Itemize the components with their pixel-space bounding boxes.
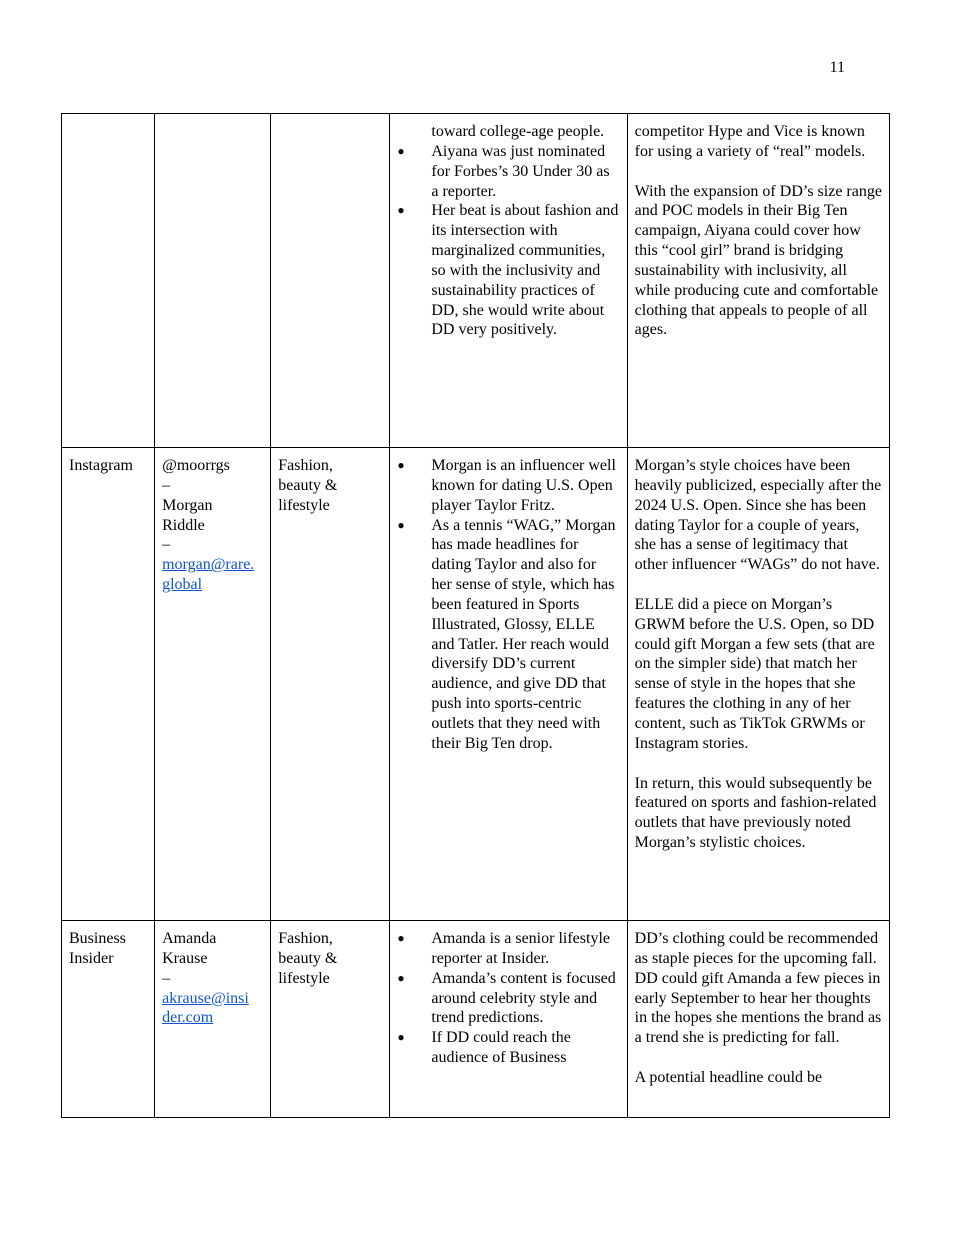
outlet-cell xyxy=(62,114,155,448)
page-number: 11 xyxy=(829,59,845,76)
list-item: ● Amanda’s content is focused around celebrity style and trend predictions. xyxy=(397,969,616,1027)
contact-name: Morgan xyxy=(162,496,213,514)
beat-text: lifestyle xyxy=(278,496,330,514)
rationale-list xyxy=(397,929,619,1068)
bullet-icon: ● xyxy=(397,970,405,985)
list-item: toward college-age people. xyxy=(431,123,605,140)
contact-separator: – xyxy=(162,969,171,987)
list-item: ● Her beat is about fashion and its intersection with marginalized communities, so with the inclusivity and sustainability practices of DD, she would write about DD very positively. xyxy=(397,202,619,339)
list-item: ● If DD could reach the audience of Business xyxy=(397,1029,571,1067)
rationale-list xyxy=(397,456,619,754)
list-item: ● Aiyana was just nominated for Forbes’s 30 Under 30 as a reporter. xyxy=(397,142,610,200)
pitch-paragraph: A potential headline could be xyxy=(634,1068,823,1086)
contact-email-link[interactable]: der.com xyxy=(162,1009,214,1027)
beat-text: beauty & xyxy=(278,949,338,967)
contact-email-link[interactable]: global xyxy=(162,576,203,594)
rationale-cell xyxy=(390,114,627,448)
contact-separator: – xyxy=(162,476,171,494)
bullet-icon: ● xyxy=(397,517,405,532)
beat-cell xyxy=(271,448,390,921)
contact-email-link[interactable]: morgan@rare. xyxy=(162,556,255,574)
pitch-paragraph: With the expansion of DD’s size range and POC models in their Big Ten campaign, Aiyana could cover how this “cool girl” brand is bridging sustainability with inclusivity, all while producing cute and comfortable clothing that appeals to people of all ages. xyxy=(634,182,882,339)
table-row xyxy=(62,114,890,448)
rationale-cell xyxy=(390,448,627,921)
rationale-cell xyxy=(390,921,627,1118)
pitch-paragraph: DD’s clothing could be recommended as staple pieces for the upcoming fall. DD could gift Amanda a few pieces in early September to hear her thoughts in the hopes she mentions the brand as a trend she is predicting for fall. xyxy=(634,930,882,1047)
bullet-icon: ● xyxy=(397,931,405,945)
pitch-paragraph: Morgan’s style choices have been heavily publicized, especially after the 2024 U.S. Open. Since she has been dating Taylor for a couple of years, she has a sense of legitimacy that other influencer “WAGs” do not have. xyxy=(634,457,882,574)
pitch-paragraph: ELLE did a piece on Morgan’s GRWM before the U.S. Open, so DD could gift Morgan a few sets (that are on the simpler side) that match her sense of style in the hopes that she features the clothing in any of her content, such as TikTok GRWMs or Instagram stories. xyxy=(634,595,875,752)
contact-cell xyxy=(155,921,271,1118)
outlet-cell xyxy=(62,921,155,1118)
beat-text: beauty & xyxy=(278,476,338,494)
contact-name: Krause xyxy=(162,949,208,967)
contact-cell xyxy=(155,114,271,448)
pitch-cell xyxy=(627,921,889,1118)
list-item: ● Amanda is a senior lifestyle reporter at Insider. xyxy=(397,930,610,967)
contact-name: Riddle xyxy=(162,516,205,534)
bullet-icon: ● xyxy=(397,203,405,218)
contact-cell xyxy=(155,448,271,921)
media-list-table xyxy=(61,113,890,1118)
bullet-icon: ● xyxy=(397,1030,405,1045)
rationale-list xyxy=(397,122,619,340)
table-row xyxy=(62,921,890,1118)
table-row xyxy=(62,448,890,921)
pitch-cell xyxy=(627,448,889,921)
contact-handle: @moorrgs xyxy=(162,457,230,474)
beat-text: Fashion, xyxy=(278,930,333,947)
contact-name: Amanda xyxy=(162,930,217,947)
contact-separator: – xyxy=(162,536,171,554)
outlet-name: Business xyxy=(69,930,126,947)
beat-cell xyxy=(271,921,390,1118)
bullet-icon: ● xyxy=(397,458,405,472)
outlet-name: Instagram xyxy=(69,457,133,474)
outlet-name: Insider xyxy=(69,949,114,967)
beat-cell xyxy=(271,114,390,448)
pitch-paragraph: competitor Hype and Vice is known for using a variety of “real” models. xyxy=(634,123,866,160)
contact-email-link[interactable]: akrause@insi xyxy=(162,989,249,1007)
beat-text: lifestyle xyxy=(278,969,330,987)
beat-text: Fashion, xyxy=(278,457,333,474)
outlet-cell xyxy=(62,448,155,921)
list-item: ● Morgan is an influencer well known for dating U.S. Open player Taylor Fritz. xyxy=(397,457,616,514)
pitch-cell xyxy=(627,114,889,448)
pitch-paragraph: In return, this would subsequently be featured on sports and fashion-related outlets that have previously noted Morgan’s stylistic choices. xyxy=(634,774,877,852)
list-item: ● As a tennis “WAG,” Morgan has made headlines for dating Taylor and also for her sense of style, which has been featured in Sports Illustrated, Glossy, ELLE and Tatler. Her reach would diversify DD’s current audience, and give DD that push into sports-centric outlets that they need with their Big Ten drop. xyxy=(397,516,616,752)
bullet-icon: ● xyxy=(397,143,405,158)
